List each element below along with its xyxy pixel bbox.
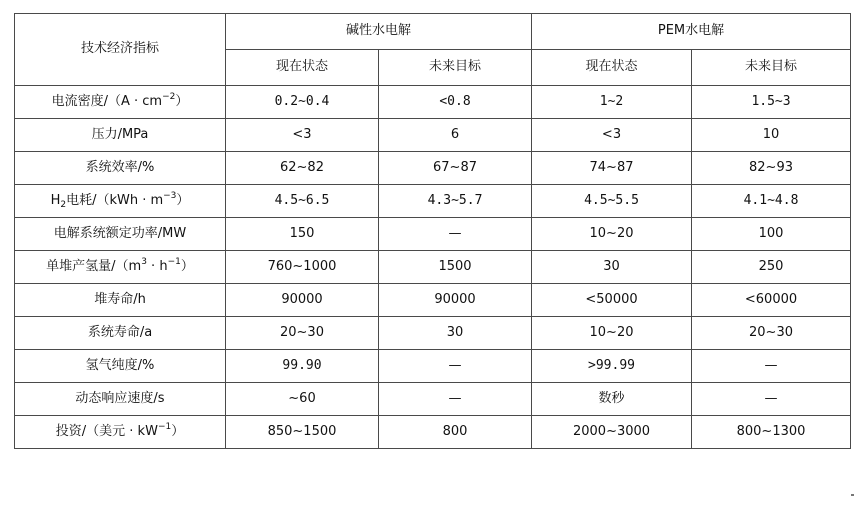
row-label: 单堆产氢量$/(m^3 \cdot h^{-1})$	[15, 251, 226, 284]
table-cell: 30	[532, 251, 692, 284]
table-row	[15, 350, 851, 383]
scan-artifact-dot	[851, 494, 854, 496]
table-cell: <50000	[532, 284, 692, 317]
table-cell: 20~30	[692, 317, 851, 350]
table-cell: 1~2	[532, 86, 692, 119]
table-cell: —	[692, 383, 851, 416]
table-cell: 62~82	[226, 152, 379, 185]
table-cell: 4.3~5.7	[379, 185, 532, 218]
table-cell: 100	[692, 218, 851, 251]
comparison-table	[14, 13, 851, 449]
table-cell: —	[379, 350, 532, 383]
table-cell: <3	[532, 119, 692, 152]
table-cell: 4.1~4.8	[692, 185, 851, 218]
table-cell: ~60	[226, 383, 379, 416]
group-header-pem: PEM水电解	[532, 14, 851, 50]
table-cell: 850~1500	[226, 416, 379, 449]
table-cell: 6	[379, 119, 532, 152]
table-cell: 1.5~3	[692, 86, 851, 119]
header-row-groups	[15, 14, 851, 50]
table-row	[15, 86, 851, 119]
table-cell: 4.5~5.5	[532, 185, 692, 218]
table-row	[15, 218, 851, 251]
table-cell: 800~1300	[692, 416, 851, 449]
table-row	[15, 383, 851, 416]
row-label: 电解系统额定功率/MW	[15, 218, 226, 251]
table-cell: —	[379, 383, 532, 416]
table-cell: <3	[226, 119, 379, 152]
table-cell: —	[692, 350, 851, 383]
row-label: 系统寿命/a	[15, 317, 226, 350]
table-cell: <60000	[692, 284, 851, 317]
table-cell: 82~93	[692, 152, 851, 185]
subheader-target: 未来目标	[379, 50, 532, 86]
table-cell: 30	[379, 317, 532, 350]
table-cell: 1500	[379, 251, 532, 284]
table-cell: 4.5~6.5	[226, 185, 379, 218]
table-cell: 67~87	[379, 152, 532, 185]
row-label: 压力/MPa	[15, 119, 226, 152]
table-cell: 2000~3000	[532, 416, 692, 449]
table-row	[15, 317, 851, 350]
subheader-target: 未来目标	[692, 50, 851, 86]
subheader-current: 现在状态	[532, 50, 692, 86]
corner-header: 技术经济指标	[15, 14, 226, 86]
row-label: $H_2$电耗$/(kWh \cdot m^{-3})$	[15, 185, 226, 218]
row-label: 系统效率/%	[15, 152, 226, 185]
row-label: 电流密度$/(A \cdot cm^{-2})$	[15, 86, 226, 119]
table-cell: —	[379, 218, 532, 251]
table-cell: 74~87	[532, 152, 692, 185]
row-label: 氢气纯度/%	[15, 350, 226, 383]
subheader-current: 现在状态	[226, 50, 379, 86]
table-row	[15, 152, 851, 185]
group-header-alkaline: 碱性水电解	[226, 14, 532, 50]
table-cell: 250	[692, 251, 851, 284]
row-label: 动态响应速度/s	[15, 383, 226, 416]
table-cell: >99.99	[532, 350, 692, 383]
table-cell: 数秒	[532, 383, 692, 416]
table-cell: 150	[226, 218, 379, 251]
table-row	[15, 416, 851, 449]
table-cell: 20~30	[226, 317, 379, 350]
table-cell: 800	[379, 416, 532, 449]
table-cell: 90000	[226, 284, 379, 317]
table-row	[15, 119, 851, 152]
table-cell: 0.2~0.4	[226, 86, 379, 119]
row-label: 投资/（美元 · $kW^{-1}$）	[15, 416, 226, 449]
table-cell: 10~20	[532, 317, 692, 350]
table-cell: 760~1000	[226, 251, 379, 284]
table-cell: 10	[692, 119, 851, 152]
table-cell: 99.90	[226, 350, 379, 383]
table-row	[15, 185, 851, 218]
row-label: 堆寿命/h	[15, 284, 226, 317]
table-cell: 10~20	[532, 218, 692, 251]
table-cell: 90000	[379, 284, 532, 317]
table-row	[15, 251, 851, 284]
table-cell: <0.8	[379, 86, 532, 119]
table-row	[15, 284, 851, 317]
